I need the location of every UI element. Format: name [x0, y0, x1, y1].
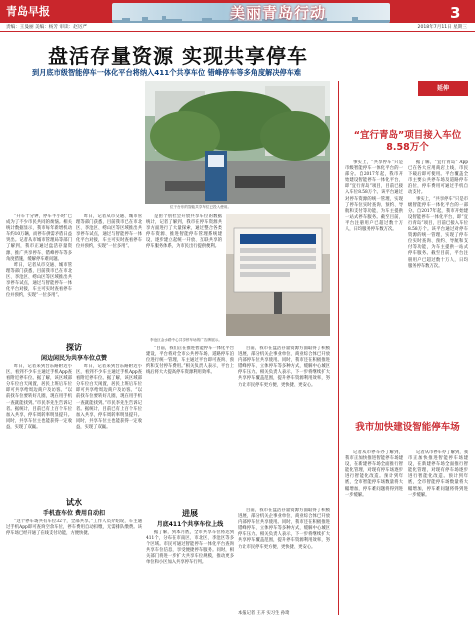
tanfang-body-a	[6, 364, 72, 494]
photo-caption-2: 李沧区金水路中心共享停车场的广告牌展示。	[150, 338, 222, 342]
right-main-paragraph-2: 目前，我市在盘活存量资源方面取得了积极进展，部分机关企事业单位、商业综合体已开放内部停车位共享使用。同时，我市还在积极推进错峰停车、立体停车等多种方式，缓解中心城区停车压力。相关负责人表示，下一步将继续扩大共享停车覆盖范围，提升停车资源利用效率，努力让市民停车更方便、更快捷、更安心。	[238, 508, 330, 550]
sidebar-tag: 延伸	[418, 81, 468, 96]
photo-caption-1: 位于台东的智能共享车位已投入使用。	[170, 205, 232, 209]
main-headline: 盘活存量资源 实现共享停车	[48, 44, 308, 68]
parking-photo-1	[145, 81, 330, 204]
sidebar-col-a	[345, 160, 403, 416]
mid-paragraph-1: 是由个别社会开放共享车位的数据统计，记者了解到，我市在停车资源共享方面进行了大量探索，通过整合各类停车资源、推进智能停车管理系统建设，逐步建立起统一开放、互联共享的停车服务体系，为市民出行提供便利。	[146, 214, 222, 250]
section-sub-jinzhan: 月底411个共享车位上线	[156, 521, 224, 528]
shishui-paragraph: “这个停车场共有车位32个，全部共享。”工作人员介绍说，车主通过手机App即可查询空余车位，停车费用自动扣缴，无需排队缴费。该停车场已经开通了在线支付功能，方便快捷。	[6, 519, 142, 537]
jinzhan-body	[146, 530, 234, 615]
right-main-col-b	[238, 508, 330, 608]
sidebar-paragraph-1: 事实上，“共享停车”只是市级智能停车一体化平台的一部分。自2017年起，我市开始建设智能停车一体化平台，即“宜行青岛”项目，目前已接入车位8.58万个。该平台通过对停车资源的统一管理，实现了停车位实时查询、预约、导航和支付等功能，为车主提供一站式停车服务。截至目前，平台注册用户已超过数十万人，日均服务停车数万次。	[345, 160, 403, 233]
sidebar-paragraph-3b: 记者从市停车办了解到，我市正加快推进智能停车场建设，在新建停车场全面推行智能化管理，对现有停车场逐步进行智能化改造。预计到年底，全市智能停车场数量将大幅增加，停车难问题将得到进一步缓解。	[408, 450, 468, 498]
mid-col-b	[146, 346, 234, 504]
section-sub-tanfang: 闲边闲民为共享车位点赞	[40, 355, 107, 362]
shishui-body	[6, 519, 142, 615]
section-banner-title: 美丽青岛行动	[230, 4, 327, 22]
right-main-col-a	[238, 346, 330, 504]
subline	[0, 23, 475, 32]
sidebar-col-b	[408, 160, 468, 416]
tanfang-paragraph-2: 昨日，记者来到台东路附近小区，看到不少车主通过手机App查看附近停车位。据了解，该区域部分车位白天闲置，居民上班后车位即可共享给周边商户及访客。“以前找车位要转好几圈，现在用手机一查就能找到。”市民李先生告诉记者。据统计，目前已有上百个车位加入共享，停车周转率明显提升。同时，共享车位主也能获得一定收益，实现了双赢。	[76, 364, 142, 430]
right-main-paragraph: 目前，我市在盘活存量资源方面取得了积极进展，部分机关企事业单位、商业综合体已开放内部停车位共享使用。同时，我市还在积极推进错峰停车、立体停车等多种方式，缓解中心城区停车压力。相关负责人表示，下一步将继续扩大共享停车覆盖范围，提升停车资源利用效率，努力让市民停车更方便、更快捷、更安心。	[238, 346, 330, 388]
sidebar-title: “宜行青岛”项目接入车位8.58万个	[353, 130, 462, 153]
section-title-jinzhan: 进展	[182, 509, 198, 518]
sub-headline: 到月底市级智能停车一体化平台将纳入411个共享车位 错峰停车等多角度解决停车难	[32, 68, 302, 77]
sidebar-paragraph-2: 据了解，“宜行青岛” App已在各大应用商店上线，市民下载后即可使用。平台覆盖全市主要公共停车场及道路停车泊位，停车费用可通过手机自动支付。	[408, 160, 468, 196]
intro-paragraph-3: 昨日，记者从市交通、城市管理等部门获悉，目前我市已在市北区、李沧区、崂山区等区域推出共享停车试点，通过与智能停车一体化平台对接，车主可实时查看停车位并预约，实现“一位多用”。	[76, 214, 142, 250]
intro-paragraph-2: 昨日，记者从市交通、城市管理等部门获悉，目前我市已在市北区、李沧区、崂山区等区域推出共享停车试点，通过与智能停车一体化平台对接，车主可实时查看停车位并预约，实现“一位多用”。	[6, 262, 72, 299]
jinzhan-paragraph: 据了解，到本月底，全市共享车位将达到411个，分布在市南区、市北区、李沧区等多个区域。市民可通过智能停车一体化平台查询共享车位信息，享受便捷停车服务。同时，相关部门将进一步扩大共享车位规模，推动更多单位和小区加入共享停车行列。	[146, 530, 234, 566]
tanfang-paragraph: 昨日，记者来到台东路附近小区，看到不少车主通过手机App查看附近停车位。据了解，该区域部分车位白天闲置，居民上班后车位即可共享给周边商户及访客。“以前找车位要转好几圈，现在用手机一查就能找到。”市民李先生告诉记者。据统计，目前已有上百个车位加入共享，停车周转率明显提升。同时，共享车位主也能获得一定收益，实现了双赢。	[6, 364, 72, 430]
sidebar-paragraph-3: 记者从市停车办了解到，我市正加快推进智能停车场建设，在新建停车场全面推行智能化管理，对现有停车场逐步进行智能化改造。预计到年底，全市智能停车场数量将大幅增加，停车难问题将得到进一步缓解。	[345, 450, 403, 498]
sidebar-title-2: 我市加快建设智能停车场	[355, 422, 460, 433]
issue-date: 2018年7月11日 星期三	[417, 25, 467, 30]
editor-credits: 责编：王曼丽 美编：杨芳 审读：赵厉严	[6, 25, 88, 30]
sidebar-divider	[338, 81, 339, 615]
intro-paragraph: “开车十分钟，停车半小时”已成为了不少市民共同的烦恼。相关统计数据显示，我市每年新增机动车约10万辆，而停车供需矛盾日益突出。记者从市城市管理局等部门了解到，我市正通过盘活存量资源、推广共享停车、错峰停车等多角度措施，缓解停车难问题。	[6, 214, 72, 262]
mid-paragraph-2: “目前，我们正在推进智能停车一体化平台建设，平台将对全市公共停车场、道路停车泊位进行统一管理，车主通过平台即可查询、预约和支付停车费用。”相关负责人表示，平台上线后将大大提高停车资源利用效率。	[146, 346, 234, 376]
mid-col-a	[146, 214, 222, 336]
parking-photo-2	[226, 214, 330, 336]
newspaper-logo: 青岛早报	[6, 5, 50, 18]
reporter-byline: 本报记者 王卉 实习生 孙琦	[238, 611, 290, 616]
sidebar-col-d	[408, 450, 468, 615]
section-title-shishui: 试水	[66, 498, 82, 507]
tanfang-body-b	[76, 364, 142, 494]
sidebar-paragraph-1b: 事实上，“共享停车”只是市级智能停车一体化平台的一部分。自2017年起，我市开始建设智能停车一体化平台，即“宜行青岛”项目，目前已接入车位8.58万个。该平台通过对停车资源的统一管理，实现了停车位实时查询、预约、导航和支付等功能，为车主提供一站式停车服务。截至目前，平台注册用户已超过数十万人，日均服务停车数万次。	[408, 196, 468, 269]
page-number: 3	[450, 4, 461, 22]
section-sub-shishui: 手机查车位 费用自动扣	[42, 510, 106, 517]
section-title-tanfang: 探访	[66, 343, 82, 352]
sidebar-col-c	[345, 450, 403, 615]
